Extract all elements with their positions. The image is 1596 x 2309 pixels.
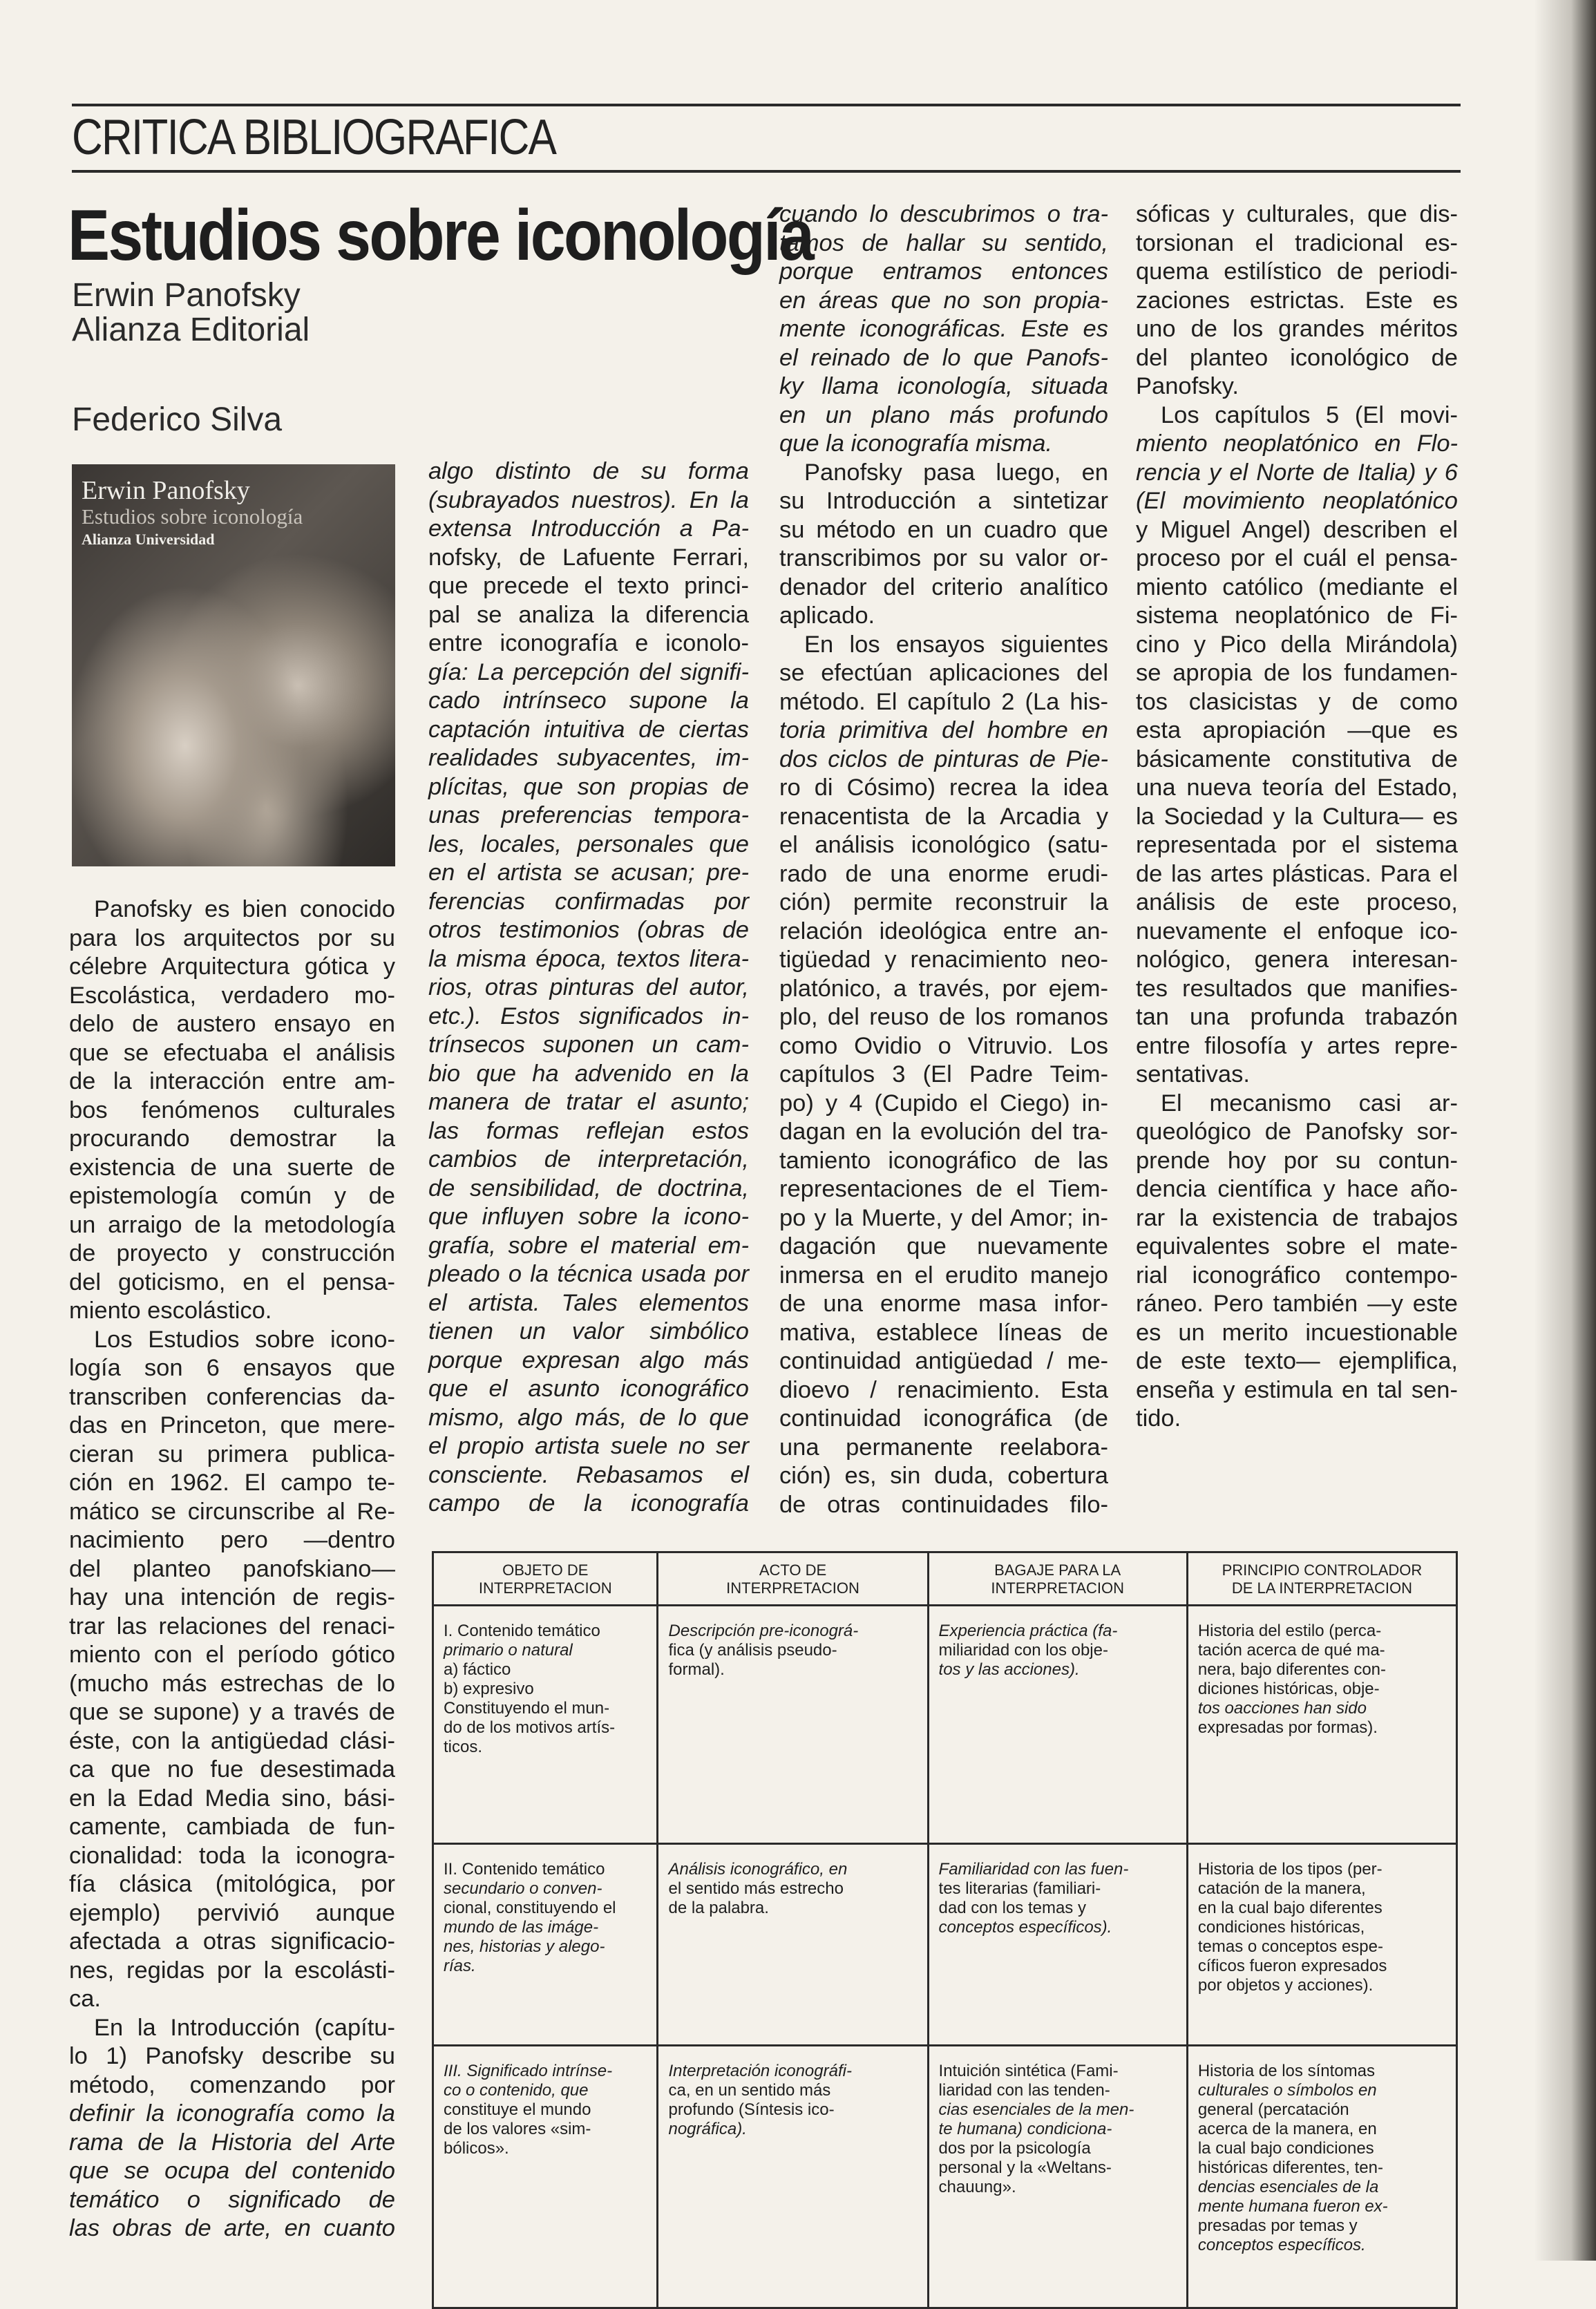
- text-line: entre filosofía y artes repre-: [1136, 1032, 1458, 1059]
- cell-text-line: de la palabra.: [668, 1899, 769, 1917]
- reviewer-name: Federico Silva: [72, 401, 283, 438]
- table-cell: [658, 2046, 928, 2308]
- text-line: epistemología común y de: [69, 1183, 395, 1209]
- text-line: porque expresan algo más: [428, 1347, 749, 1374]
- book-cover-image: [72, 464, 395, 866]
- cell-text-line: III. Significado intrínse-: [444, 2062, 613, 2080]
- text-line: logía son 6 ensayos que: [69, 1355, 395, 1381]
- cell-text-line: condiciones históricas,: [1197, 1918, 1365, 1937]
- text-line: un arraigo de la metodología: [69, 1211, 395, 1238]
- cell-text-line: BAGAJE PARA LA: [994, 1561, 1121, 1579]
- text-line: mente iconográficas. Este es: [779, 316, 1108, 342]
- text-line: rios, otras pinturas del autor,: [428, 974, 749, 1000]
- text-line: existencia de una suerte de: [69, 1154, 395, 1181]
- table-cell: [928, 2046, 1187, 2308]
- cell-text-line: personal y la «Weltans-: [938, 2158, 1112, 2177]
- cell-text-line: cíficos fueron expresados: [1197, 1957, 1387, 1975]
- text-line: trar las relaciones del renaci-: [69, 1613, 395, 1640]
- text-line: una permanente reelabora-: [779, 1434, 1108, 1461]
- cell-text-line: tación acerca de qué ma-: [1197, 1641, 1385, 1660]
- text-line: Panofsky pasa luego, en: [804, 459, 1108, 486]
- cell-text-line: de los valores «sim-: [444, 2120, 591, 2138]
- text-line: trínsecos suponen un cam-: [428, 1032, 749, 1058]
- text-line: consciente. Rebasamos el: [428, 1461, 749, 1488]
- text-line: extensa Introducción a Pa-: [428, 515, 749, 542]
- text-line: realidades subyacentes, im-: [428, 745, 749, 771]
- cell-text-line: presadas por temas y: [1197, 2216, 1358, 2235]
- text-line: Escolástica, verdadero mo-: [69, 982, 395, 1009]
- cell-text-line: Familiaridad con las fuen-: [938, 1860, 1129, 1879]
- cell-text-line: a) fáctico: [444, 1660, 511, 1679]
- cell-text-line: dos por la psicología: [938, 2139, 1091, 2158]
- text-line: enseña y estimula en tal sen-: [1136, 1376, 1458, 1403]
- text-column-2: [428, 457, 749, 1519]
- page-edge-shadow: [1534, 0, 1596, 2261]
- text-line: quema estilístico de periodi-: [1136, 258, 1458, 285]
- cell-text-line: I. Contenido temático: [444, 1622, 600, 1640]
- text-line: torsionan el tradicional es-: [1136, 229, 1458, 256]
- text-column-4: [1136, 200, 1458, 1434]
- cell-text-line: tes literarias (familiari-: [938, 1879, 1101, 1898]
- text-line: unas preferencias tempora-: [428, 802, 749, 828]
- cell-text-line: Constituyendo el mun-: [444, 1699, 610, 1718]
- text-line: su Introducción a sintetizar: [779, 488, 1108, 514]
- cell-text-line: acerca de la manera, en: [1197, 2120, 1377, 2138]
- cell-text-line: la cual bajo condiciones: [1197, 2139, 1374, 2158]
- text-line: en el artista se acusan; pre-: [428, 859, 749, 886]
- cell-text-line: mundo de las imáge-: [444, 1918, 599, 1937]
- table-row: [433, 1606, 1457, 1844]
- text-line: que se efectuaba el análisis: [69, 1039, 395, 1066]
- cell-text-line: conceptos específicos).: [938, 1918, 1112, 1937]
- text-line: de sensibilidad, de doctrina,: [428, 1175, 749, 1201]
- text-line: (El movimiento neoplatónico: [1136, 488, 1458, 514]
- text-line: algo distinto de su forma: [428, 458, 749, 484]
- text-line: definir la iconografía como la: [69, 2100, 395, 2127]
- book-publisher: Alianza Editorial: [72, 312, 310, 348]
- header-principio: [1187, 1552, 1456, 1606]
- text-line: tienen un valor simbólico: [428, 1318, 749, 1344]
- text-line: que se ocupa del contenido: [69, 2158, 395, 2184]
- header-acto: [658, 1552, 928, 1606]
- text-line: mativa, establece líneas de: [779, 1319, 1108, 1346]
- cell-text-line: do de los motivos artís-: [444, 1718, 616, 1737]
- text-line: la Sociedad y la Cultura— es: [1136, 803, 1458, 830]
- cell-text-line: conceptos específicos.: [1197, 2236, 1366, 2254]
- text-line: la misma época, textos litera-: [428, 945, 749, 972]
- text-line: nuevamente el enfoque ico-: [1136, 918, 1458, 944]
- text-line: tigüedad y renacimiento neo-: [779, 947, 1108, 973]
- text-line: en la Edad Media sino, bási-: [69, 1785, 395, 1812]
- text-line: temático o significado de: [69, 2186, 395, 2213]
- text-line: rama de la Historia del Arte: [69, 2129, 395, 2156]
- text-column-3: [779, 200, 1108, 1519]
- text-line: Panofsky es bien conocido: [94, 896, 395, 922]
- text-line: rado de una enorme erudi-: [779, 860, 1108, 887]
- text-line: el propio artista suele no ser: [428, 1433, 749, 1459]
- text-line: sóficas y culturales, que dis-: [1136, 201, 1458, 227]
- text-line: que el asunto iconográfico: [428, 1376, 749, 1402]
- table-cell: [928, 1844, 1187, 2046]
- cell-text-line: cias esenciales de la men-: [938, 2100, 1134, 2119]
- header-objeto: [433, 1552, 658, 1606]
- text-line: cambios de interpretación,: [428, 1146, 749, 1172]
- cell-text-line: miliaridad con los obje-: [938, 1641, 1108, 1660]
- text-line: dagación que nuevamente: [779, 1233, 1108, 1260]
- text-line: sentativas.: [1136, 1061, 1250, 1087]
- text-line: tamos de hallar su sentido,: [779, 229, 1108, 256]
- text-line: inmersa en el erudito manejo: [779, 1262, 1108, 1289]
- cell-text-line: dad con los temas y: [938, 1899, 1086, 1917]
- text-line: representaciones de el Tiem-: [779, 1176, 1108, 1202]
- text-line: método. El capítulo 2 (La his-: [779, 688, 1108, 715]
- text-line: se apropia de los fundamen-: [1136, 660, 1458, 686]
- text-line: se efectúan aplicaciones del: [779, 660, 1108, 686]
- cell-text-line: PRINCIPIO CONTROLADOR: [1222, 1561, 1423, 1579]
- cover-title: Estudios sobre iconología: [82, 504, 303, 529]
- text-line: bos fenómenos culturales: [69, 1096, 395, 1123]
- text-line: para los arquitectos por su: [69, 924, 395, 951]
- text-line: das en Princeton, que mere-: [69, 1412, 395, 1438]
- cell-text-line: primario o natural: [444, 1641, 573, 1660]
- text-line: transcriben conferencias da-: [69, 1383, 395, 1410]
- iconology-table: [432, 1551, 1458, 2309]
- text-line: dagan en la evolución del tra-: [779, 1119, 1108, 1145]
- text-line: tes resultados que manifies-: [1136, 975, 1458, 1002]
- cell-text-line: Historia de los tipos (per-: [1197, 1860, 1383, 1879]
- article-title: Estudios sobre iconología: [68, 196, 813, 276]
- text-line: de proyecto y construcción: [69, 1240, 395, 1266]
- text-line: las obras de arte, en cuanto: [69, 2215, 395, 2241]
- text-line: tido.: [1136, 1405, 1181, 1432]
- cell-text-line: tos oacciones han sido: [1197, 1699, 1367, 1718]
- cell-text-line: Intuición sintética (Fami-: [938, 2062, 1119, 2080]
- text-line: de este texto— ejemplifica,: [1136, 1348, 1458, 1374]
- text-line: el análisis iconológico (satu-: [779, 832, 1108, 858]
- cell-text-line: Experiencia práctica (fa-: [938, 1622, 1118, 1640]
- text-line: toria primitiva del hombre en: [779, 717, 1108, 743]
- cell-text-line: Descripción pre-iconográ-: [668, 1622, 859, 1640]
- cell-text-line: cional, constituyendo el: [444, 1899, 616, 1917]
- text-line: zaciones estrictas. Este es: [1136, 287, 1458, 314]
- text-line: otros testimonios (obras de: [428, 917, 749, 943]
- cell-text-line: ticos.: [444, 1738, 483, 1756]
- cell-text-line: DE LA INTERPRETACION: [1231, 1579, 1413, 1597]
- cell-text-line: Historia del estilo (perca-: [1197, 1622, 1382, 1640]
- text-line: tamiento iconográfico de las: [779, 1147, 1108, 1174]
- cell-text-line: expresadas por formas).: [1197, 1718, 1378, 1737]
- text-line: ca que no fue desestimada: [69, 1756, 395, 1783]
- text-line: de las artes plásticas. Para el: [1136, 860, 1458, 887]
- cell-text-line: INTERPRETACION: [478, 1579, 612, 1597]
- text-line: prende hoy por su contun-: [1136, 1147, 1458, 1174]
- table-row: [433, 2046, 1457, 2308]
- text-line: del goticismo, en el pensa-: [69, 1268, 395, 1295]
- text-line: célebre Arquitectura gótica y: [69, 953, 395, 980]
- text-line: básicamente constitutiva de: [1136, 745, 1458, 772]
- table-cell: [1187, 1844, 1456, 2046]
- cell-text-line: INTERPRETACION: [726, 1579, 859, 1597]
- text-line: representada por el sistema: [1136, 832, 1458, 858]
- table-cell: [1187, 2046, 1456, 2308]
- table-cell: [658, 1606, 928, 1844]
- cell-text-line: INTERPRETACION: [991, 1579, 1125, 1597]
- text-line: procurando demostrar la: [69, 1125, 395, 1152]
- cell-text-line: históricas diferentes, ten-: [1197, 2158, 1383, 2177]
- text-line: rar la existencia de trabajos: [1136, 1204, 1458, 1231]
- text-line: rencia y el Norte de Italia) y 6: [1136, 459, 1458, 486]
- cell-text-line: b) expresivo: [444, 1680, 534, 1698]
- text-line: las formas reflejan estos: [428, 1117, 749, 1144]
- text-line: de otras continuidades filo-: [779, 1491, 1108, 1518]
- text-line: miento católico (mediante el: [1136, 573, 1458, 600]
- text-line: que la iconografía misma.: [779, 430, 1053, 457]
- cell-text-line: constituye el mundo: [444, 2100, 591, 2119]
- cell-text-line: fica (y análisis pseudo-: [668, 1641, 837, 1660]
- text-line: éste, con la antigüedad clási-: [69, 1727, 395, 1754]
- cell-text-line: nera, bajo diferentes con-: [1197, 1660, 1387, 1679]
- text-line: po y la Muerte, y del Amor; in-: [779, 1204, 1108, 1231]
- text-line: les, locales, personales que: [428, 830, 749, 857]
- text-line: el artista. Tales elementos: [428, 1289, 749, 1316]
- table-cell: [1187, 1606, 1456, 1844]
- text-line: ky llama iconología, situada: [779, 373, 1108, 399]
- text-line: miento escolástico.: [69, 1298, 272, 1324]
- text-line: plo, del reuso de los romanos: [779, 1004, 1108, 1030]
- text-line: ferencias confirmadas por: [428, 888, 749, 915]
- text-line: método, comenzando por: [69, 2071, 395, 2098]
- text-line: miento con el período gótico: [69, 1642, 395, 1668]
- cell-text-line: co o contenido, que: [444, 2081, 589, 2100]
- text-line: entre iconografía e iconolo-: [428, 630, 749, 656]
- text-line: del planteo iconológico de: [1136, 344, 1458, 371]
- text-line: nes, regidas por la escolásti-: [69, 1957, 395, 1984]
- text-line: capítulos 3 (El Padre Teim-: [779, 1061, 1108, 1087]
- text-line: tos clasicistas y de como: [1136, 688, 1458, 715]
- cell-text-line: formal).: [668, 1660, 725, 1679]
- text-line: po) y 4 (Cupido el Ciego) in-: [779, 1090, 1108, 1117]
- header-bagaje: [928, 1552, 1187, 1606]
- text-line: cado intrínseco supone la: [428, 687, 749, 714]
- text-line: de una enorme masa infor-: [779, 1291, 1108, 1317]
- text-line: El mecanismo casi ar-: [1161, 1090, 1458, 1117]
- text-line: que precede el texto princi-: [428, 573, 749, 599]
- text-line: campo de la iconografía: [428, 1490, 749, 1517]
- table-cell: [433, 1844, 658, 2046]
- cell-text-line: por objetos y acciones).: [1197, 1976, 1374, 1995]
- cell-text-line: OBJETO DE: [502, 1561, 589, 1579]
- cell-text-line: mente humana fueron ex-: [1197, 2197, 1388, 2216]
- text-line: renacentista de la Arcadia y: [779, 803, 1108, 830]
- table-header-row: [433, 1552, 1457, 1606]
- text-line: del planteo panofskiano—: [69, 1555, 395, 1582]
- text-line: en áreas que no son propia-: [779, 287, 1108, 314]
- text-line: ción) permite reconstruir la: [779, 889, 1108, 915]
- cell-text-line: te humana) condiciona-: [938, 2120, 1112, 2138]
- text-line: su método en un cuadro que: [779, 516, 1108, 543]
- text-line: dencia científica y hace año-: [1136, 1176, 1458, 1202]
- text-line: miento neoplatónico en Flo-: [1136, 430, 1458, 457]
- cell-text-line: rías.: [444, 1957, 476, 1975]
- text-line: como Ovidio o Vitruvio. Los: [779, 1032, 1108, 1059]
- text-line: sistema neoplatónico de Fi-: [1136, 602, 1458, 629]
- cell-text-line: chauung».: [938, 2178, 1016, 2196]
- text-line: porque entramos entonces: [779, 258, 1108, 285]
- text-line: continuidad iconográfica (de: [779, 1405, 1108, 1432]
- cell-text-line: tos y las acciones).: [938, 1660, 1080, 1679]
- table-cell: [433, 2046, 658, 2308]
- text-line: ca.: [69, 1986, 102, 2012]
- text-line: que influyen sobre la icono-: [428, 1204, 749, 1230]
- text-line: aplicado.: [779, 602, 875, 629]
- text-line: bio que ha advenido en la: [428, 1060, 749, 1087]
- text-line: una nueva teoría del Estado,: [1136, 775, 1458, 801]
- text-line: En los ensayos siguientes: [804, 631, 1108, 658]
- text-line: cuando lo descubrimos o tra-: [779, 201, 1108, 227]
- text-line: rial iconográfico contempo-: [1136, 1262, 1458, 1289]
- top-rule: [72, 104, 1461, 106]
- text-line: etc.). Estos significados in-: [428, 1003, 749, 1029]
- cell-text-line: diciones históricas, obje-: [1197, 1680, 1380, 1698]
- text-line: nológico, genera interesan-: [1136, 947, 1458, 973]
- text-line: fía clásica (mitológica, por: [69, 1871, 395, 1897]
- text-line: ción) es, sin duda, cobertura: [779, 1463, 1108, 1489]
- table-row: [433, 1844, 1457, 2046]
- text-line: nacimiento pero —dentro: [69, 1527, 395, 1553]
- text-line: Panofsky.: [1136, 373, 1239, 399]
- text-line: En la Introducción (capítu-: [94, 2014, 395, 2041]
- text-line: es un merito incuestionable: [1136, 1319, 1458, 1346]
- cell-text-line: liaridad con las tenden-: [938, 2081, 1110, 2100]
- text-line: (mucho más estrechas de lo: [69, 1670, 395, 1697]
- cell-text-line: culturales o símbolos en: [1197, 2081, 1377, 2100]
- cell-text-line: catación de la manera,: [1197, 1879, 1366, 1898]
- text-line: análisis de este proceso,: [1136, 889, 1458, 915]
- text-line: transcribimos por su valor or-: [779, 545, 1108, 571]
- text-line: equivalentes sobre el mate-: [1136, 1233, 1458, 1260]
- text-line: mático se circunscribe al Re-: [69, 1498, 395, 1525]
- cell-text-line: Interpretación iconográfi-: [668, 2062, 852, 2080]
- table-cell: [658, 1844, 928, 2046]
- text-line: cieran su primera publica-: [69, 1441, 395, 1467]
- text-line: dioevo / renacimiento. Esta: [779, 1376, 1108, 1403]
- text-line: gía: La percepción del signifi-: [428, 658, 749, 685]
- text-line: manera de tratar el asunto;: [428, 1089, 749, 1115]
- text-line: de la interacción entre am-: [69, 1068, 395, 1094]
- cell-text-line: nes, historias y alego-: [444, 1937, 605, 1956]
- text-line: plícitas, que son propias de: [428, 773, 749, 800]
- text-column-1: [69, 895, 395, 2243]
- text-line: esta apropiación —que es: [1136, 717, 1458, 743]
- text-line: captación intuitiva de ciertas: [428, 716, 749, 743]
- cell-text-line: secundario o conven-: [444, 1879, 602, 1898]
- text-line: queológico de Panofsky sor-: [1136, 1119, 1458, 1145]
- text-line: delo de austero ensayo en: [69, 1011, 395, 1037]
- cell-text-line: Historia de los síntomas: [1197, 2062, 1375, 2080]
- text-line: cionalidad: toda la iconogra-: [69, 1842, 395, 1869]
- text-line: pleado o la técnica usada por: [428, 1261, 749, 1287]
- cell-text-line: ACTO DE: [759, 1561, 827, 1579]
- table-cell: [433, 1606, 658, 1844]
- text-line: en un plano más profundo: [779, 401, 1108, 428]
- section-rule: [72, 170, 1461, 173]
- text-line: lo 1) Panofsky describe su: [69, 2043, 395, 2069]
- text-line: ejemplo) pervivió aunque: [69, 1899, 395, 1926]
- text-line: uno de los grandes méritos: [1136, 316, 1458, 342]
- text-line: relación ideológica entre an-: [779, 918, 1108, 944]
- cell-text-line: II. Contenido temático: [444, 1860, 605, 1879]
- text-line: pal se analiza la diferencia: [428, 601, 749, 628]
- cover-publisher: Alianza Universidad: [82, 531, 215, 548]
- text-line: y Miguel Angel) describen el: [1136, 516, 1458, 543]
- text-line: el reinado de lo que Panofs-: [779, 344, 1108, 371]
- text-line: dos ciclos de pinturas de Pie-: [779, 745, 1108, 772]
- book-author: Erwin Panofsky: [72, 277, 301, 314]
- text-line: camente, cambiada de fun-: [69, 1814, 395, 1840]
- cover-author: Erwin Panofsky: [82, 476, 250, 505]
- text-line: denador del criterio analítico: [779, 573, 1108, 600]
- cell-text-line: temas o conceptos espe-: [1197, 1937, 1383, 1956]
- cell-text-line: en la cual bajo diferentes: [1197, 1899, 1383, 1917]
- text-line: continuidad antigüedad / me-: [779, 1348, 1108, 1374]
- cell-text-line: general (percatación: [1197, 2100, 1349, 2119]
- cell-text-line: Análisis iconográfico, en: [668, 1860, 848, 1879]
- table-cell: [928, 1606, 1187, 1844]
- text-line: ráneo. Pero también —y este: [1136, 1291, 1458, 1317]
- text-line: nofsky, de Lafuente Ferrari,: [428, 544, 749, 571]
- cell-text-line: bólicos».: [444, 2139, 509, 2158]
- text-line: Los Estudios sobre icono-: [94, 1326, 395, 1353]
- text-line: que se supone) y a través de: [69, 1699, 395, 1725]
- text-line: ción en 1962. El campo te-: [69, 1470, 395, 1496]
- text-line: tan una profunda trabazón: [1136, 1004, 1458, 1030]
- text-line: cino y Pico della Mirándola): [1136, 631, 1458, 658]
- text-line: mismo, algo más, de lo que: [428, 1404, 749, 1431]
- text-line: grafía, sobre el material em-: [428, 1232, 749, 1259]
- text-line: ro di Cósimo) recrea la idea: [779, 775, 1108, 801]
- text-line: Los capítulos 5 (El movi-: [1161, 401, 1458, 428]
- text-line: (subrayados nuestros). En la: [428, 486, 749, 513]
- cell-text-line: dencias esenciales de la: [1197, 2178, 1379, 2196]
- text-line: proceso por el cuál el pensa-: [1136, 545, 1458, 571]
- cell-text-line: profundo (Síntesis ico-: [668, 2100, 835, 2119]
- text-line: afectada a otras significacio-: [69, 1928, 395, 1955]
- section-title: CRITICA BIBLIOGRAFICA: [72, 110, 556, 165]
- cell-text-line: ca, en un sentido más: [668, 2081, 831, 2100]
- cell-text-line: nográfica).: [668, 2120, 747, 2138]
- text-line: platónico, a través, por ejem-: [779, 975, 1108, 1002]
- cell-text-line: el sentido más estrecho: [668, 1879, 844, 1898]
- text-line: hay una intención de regis-: [69, 1584, 395, 1610]
